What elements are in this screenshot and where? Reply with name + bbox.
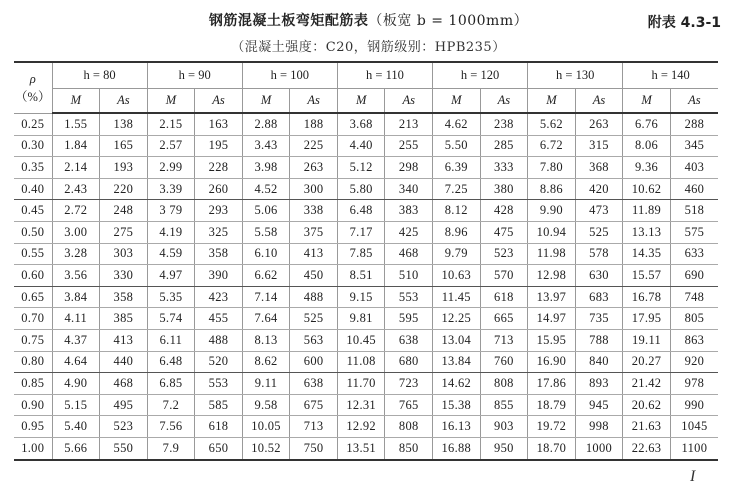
moment-value: 10.05 (242, 416, 290, 438)
table-row (14, 113, 718, 135)
moment-value: 13.84 (433, 351, 481, 373)
moment-header: M (433, 89, 481, 114)
moment-value: 2.15 (147, 113, 195, 135)
steel-area-value: 468 (385, 243, 433, 265)
moment-value: 4.90 (52, 373, 100, 395)
moment-header: M (528, 89, 576, 114)
moment-value: 6.48 (337, 200, 385, 222)
moment-value: 5.74 (147, 308, 195, 330)
steel-area-header: As (195, 89, 243, 114)
steel-area-value: 650 (195, 437, 243, 459)
moment-value: 9.58 (242, 394, 290, 416)
moment-value: 15.57 (623, 265, 671, 287)
steel-area-value: 358 (100, 286, 148, 308)
moment-value: 4.62 (433, 113, 481, 135)
steel-area-value: 595 (385, 308, 433, 330)
steel-area-value: 263 (575, 113, 623, 135)
moment-value: 9.11 (242, 373, 290, 395)
steel-area-value: 978 (670, 373, 718, 395)
moment-value: 4.37 (52, 329, 100, 351)
moment-value: 14.35 (623, 243, 671, 265)
moment-value: 5.15 (52, 394, 100, 416)
steel-area-value: 840 (575, 351, 623, 373)
moment-value: 2.43 (52, 178, 100, 200)
steel-area-value: 193 (100, 157, 148, 179)
moment-value: 8.06 (623, 135, 671, 157)
steel-area-value: 633 (670, 243, 718, 265)
title-width-note: （板宽 b = 1000mm） (368, 13, 529, 29)
steel-area-value: 473 (575, 200, 623, 222)
moment-value: 12.31 (337, 394, 385, 416)
moment-value: 5.50 (433, 135, 481, 157)
moment-value: 16.13 (433, 416, 481, 438)
steel-area-value: 1045 (670, 416, 718, 438)
moment-value: 2.88 (242, 113, 290, 135)
moment-value: 6.48 (147, 351, 195, 373)
moment-value: 21.42 (623, 373, 671, 395)
moment-value: 10.94 (528, 221, 576, 243)
steel-area-value: 520 (195, 351, 243, 373)
moment-value: 6.62 (242, 265, 290, 287)
moment-header: M (623, 89, 671, 114)
moment-value: 4.59 (147, 243, 195, 265)
steel-area-value: 495 (100, 394, 148, 416)
moment-value: 2.72 (52, 200, 100, 222)
steel-area-value: 285 (480, 135, 528, 157)
steel-area-value: 420 (575, 178, 623, 200)
steel-area-value: 488 (290, 286, 338, 308)
moment-value: 3.84 (52, 286, 100, 308)
steel-area-value: 468 (100, 373, 148, 395)
moment-value: 8.13 (242, 329, 290, 351)
steel-area-value: 288 (670, 113, 718, 135)
moment-value: 19.72 (528, 416, 576, 438)
steel-area-value: 945 (575, 394, 623, 416)
steel-area-value: 213 (385, 113, 433, 135)
moment-value: 9.79 (433, 243, 481, 265)
table-row (14, 178, 718, 200)
reinforcement-table (14, 61, 718, 461)
moment-value: 2.57 (147, 135, 195, 157)
moment-value: 5.12 (337, 157, 385, 179)
steel-area-value: 228 (195, 157, 243, 179)
steel-area-header: As (290, 89, 338, 114)
steel-area-value: 450 (290, 265, 338, 287)
moment-value: 2.99 (147, 157, 195, 179)
moment-value: 14.62 (433, 373, 481, 395)
table-row (14, 265, 718, 287)
steel-area-value: 893 (575, 373, 623, 395)
steel-area-value: 455 (195, 308, 243, 330)
steel-area-value: 488 (195, 329, 243, 351)
group-header-h: h = 90 (147, 62, 242, 89)
table-row (14, 243, 718, 265)
steel-area-value: 748 (670, 286, 718, 308)
steel-area-value: 385 (100, 308, 148, 330)
steel-area-value: 618 (480, 286, 528, 308)
steel-area-value: 330 (100, 265, 148, 287)
moment-value: 13.51 (337, 437, 385, 459)
steel-area-value: 1100 (670, 437, 718, 459)
moment-value: 10.62 (623, 178, 671, 200)
steel-area-value: 293 (195, 200, 243, 222)
moment-value: 7.2 (147, 394, 195, 416)
group-header-h: h = 100 (242, 62, 337, 89)
rho-unit: （%） (15, 89, 51, 104)
moment-value: 7.85 (337, 243, 385, 265)
moment-value: 5.58 (242, 221, 290, 243)
steel-area-value: 683 (575, 286, 623, 308)
moment-value: 16.88 (433, 437, 481, 459)
moment-value: 6.76 (623, 113, 671, 135)
steel-area-header: As (575, 89, 623, 114)
moment-value: 17.86 (528, 373, 576, 395)
moment-value: 9.90 (528, 200, 576, 222)
steel-area-value: 665 (480, 308, 528, 330)
steel-area-value: 333 (480, 157, 528, 179)
moment-value: 10.63 (433, 265, 481, 287)
rho-value: 0.70 (14, 308, 52, 330)
steel-area-value: 300 (290, 178, 338, 200)
moment-value: 5.40 (52, 416, 100, 438)
steel-area-value: 255 (385, 135, 433, 157)
moment-value: 6.85 (147, 373, 195, 395)
table-title (0, 10, 737, 30)
steel-area-value: 315 (575, 135, 623, 157)
steel-area-value: 523 (100, 416, 148, 438)
steel-area-value: 518 (670, 200, 718, 222)
moment-value: 5.80 (337, 178, 385, 200)
steel-area-value: 638 (290, 373, 338, 395)
steel-area-value: 630 (575, 265, 623, 287)
steel-area-header: As (670, 89, 718, 114)
moment-value: 21.63 (623, 416, 671, 438)
table-row (14, 308, 718, 330)
steel-area-value: 428 (480, 200, 528, 222)
steel-area-value: 735 (575, 308, 623, 330)
steel-area-value: 460 (670, 178, 718, 200)
moment-value: 9.36 (623, 157, 671, 179)
steel-area-value: 303 (100, 243, 148, 265)
steel-area-value: 525 (290, 308, 338, 330)
moment-value: 7.25 (433, 178, 481, 200)
steel-area-value: 808 (385, 416, 433, 438)
steel-area-value: 340 (385, 178, 433, 200)
moment-value: 11.45 (433, 286, 481, 308)
steel-area-value: 863 (670, 329, 718, 351)
steel-area-value: 575 (670, 221, 718, 243)
rho-value: 0.60 (14, 265, 52, 287)
steel-area-value: 525 (575, 221, 623, 243)
rho-value: 0.80 (14, 351, 52, 373)
table-row (14, 373, 718, 395)
moment-value: 7.17 (337, 221, 385, 243)
steel-area-value: 550 (100, 437, 148, 459)
steel-area-value: 805 (670, 308, 718, 330)
moment-value: 11.98 (528, 243, 576, 265)
moment-value: 20.27 (623, 351, 671, 373)
moment-value: 6.72 (528, 135, 576, 157)
moment-value: 11.08 (337, 351, 385, 373)
steel-area-value: 220 (100, 178, 148, 200)
moment-value: 8.96 (433, 221, 481, 243)
rho-value: 0.75 (14, 329, 52, 351)
moment-header: M (242, 89, 290, 114)
table-row (14, 329, 718, 351)
steel-area-value: 275 (100, 221, 148, 243)
steel-area-value: 165 (100, 135, 148, 157)
steel-area-value: 998 (575, 416, 623, 438)
moment-value: 8.51 (337, 265, 385, 287)
moment-value: 11.70 (337, 373, 385, 395)
moment-value: 6.10 (242, 243, 290, 265)
moment-value: 7.56 (147, 416, 195, 438)
moment-value: 3.98 (242, 157, 290, 179)
rho-value: 0.25 (14, 113, 52, 135)
moment-value: 15.38 (433, 394, 481, 416)
moment-value: 13.04 (433, 329, 481, 351)
moment-value: 9.81 (337, 308, 385, 330)
steel-area-value: 713 (290, 416, 338, 438)
moment-value: 4.97 (147, 265, 195, 287)
steel-area-value: 675 (290, 394, 338, 416)
moment-value: 5.66 (52, 437, 100, 459)
rho-header (14, 62, 52, 113)
steel-area-value: 358 (195, 243, 243, 265)
steel-area-value: 380 (480, 178, 528, 200)
rho-value: 1.00 (14, 437, 52, 459)
moment-value: 7.9 (147, 437, 195, 459)
moment-value: 22.63 (623, 437, 671, 459)
steel-area-value: 325 (195, 221, 243, 243)
steel-area-value: 345 (670, 135, 718, 157)
moment-value: 15.95 (528, 329, 576, 351)
moment-value: 8.62 (242, 351, 290, 373)
steel-area-value: 585 (195, 394, 243, 416)
group-header-h: h = 110 (337, 62, 432, 89)
steel-area-value: 1000 (575, 437, 623, 459)
moment-value: 3.39 (147, 178, 195, 200)
rho-value: 0.95 (14, 416, 52, 438)
moment-value: 11.89 (623, 200, 671, 222)
steel-area-value: 403 (670, 157, 718, 179)
moment-value: 3.56 (52, 265, 100, 287)
moment-value: 14.97 (528, 308, 576, 330)
rho-value: 0.85 (14, 373, 52, 395)
moment-value: 13.97 (528, 286, 576, 308)
steel-area-value: 383 (385, 200, 433, 222)
steel-area-value: 163 (195, 113, 243, 135)
steel-area-value: 510 (385, 265, 433, 287)
table-row (14, 200, 718, 222)
page-mark: I (690, 468, 696, 485)
moment-value: 8.12 (433, 200, 481, 222)
steel-area-header: As (385, 89, 433, 114)
moment-header: M (337, 89, 385, 114)
moment-value: 18.79 (528, 394, 576, 416)
steel-area-value: 690 (670, 265, 718, 287)
moment-header: M (52, 89, 100, 114)
moment-value: 6.11 (147, 329, 195, 351)
moment-value: 8.86 (528, 178, 576, 200)
rho-symbol: ρ (29, 71, 36, 86)
moment-value: 12.25 (433, 308, 481, 330)
steel-area-value: 425 (385, 221, 433, 243)
rho-value: 0.35 (14, 157, 52, 179)
moment-value: 3.68 (337, 113, 385, 135)
steel-area-value: 195 (195, 135, 243, 157)
steel-area-value: 523 (480, 243, 528, 265)
moment-value: 10.52 (242, 437, 290, 459)
steel-area-value: 760 (480, 351, 528, 373)
steel-area-value: 850 (385, 437, 433, 459)
table-subtitle: （混凝土强度：C20，钢筋级别：HPB235） (231, 40, 506, 55)
steel-area-value: 375 (290, 221, 338, 243)
moment-value: 19.11 (623, 329, 671, 351)
moment-value: 18.70 (528, 437, 576, 459)
steel-area-value: 713 (480, 329, 528, 351)
steel-area-value: 260 (195, 178, 243, 200)
appendix-label: 附表 4.3-1 (647, 15, 721, 31)
steel-area-value: 423 (195, 286, 243, 308)
moment-value: 12.98 (528, 265, 576, 287)
moment-value: 17.95 (623, 308, 671, 330)
steel-area-value: 238 (480, 113, 528, 135)
rho-value: 0.50 (14, 221, 52, 243)
steel-area-value: 413 (100, 329, 148, 351)
steel-area-value: 368 (575, 157, 623, 179)
steel-area-value: 563 (290, 329, 338, 351)
steel-area-value: 855 (480, 394, 528, 416)
moment-value: 16.78 (623, 286, 671, 308)
rho-value: 0.30 (14, 135, 52, 157)
moment-value: 7.14 (242, 286, 290, 308)
moment-value: 4.40 (337, 135, 385, 157)
moment-value: 5.62 (528, 113, 576, 135)
table-row (14, 157, 718, 179)
steel-area-value: 553 (195, 373, 243, 395)
moment-value: 4.11 (52, 308, 100, 330)
table-row (14, 437, 718, 459)
moment-value: 5.06 (242, 200, 290, 222)
steel-area-value: 600 (290, 351, 338, 373)
rho-value: 0.65 (14, 286, 52, 308)
steel-area-value: 680 (385, 351, 433, 373)
steel-area-value: 990 (670, 394, 718, 416)
moment-value: 12.92 (337, 416, 385, 438)
steel-area-header: As (100, 89, 148, 114)
moment-value: 5.35 (147, 286, 195, 308)
steel-area-value: 638 (385, 329, 433, 351)
moment-value: 1.55 (52, 113, 100, 135)
steel-area-value: 338 (290, 200, 338, 222)
moment-value: 3.28 (52, 243, 100, 265)
steel-area-value: 570 (480, 265, 528, 287)
table-row (14, 351, 718, 373)
steel-area-value: 188 (290, 113, 338, 135)
moment-header: M (147, 89, 195, 114)
steel-area-value: 903 (480, 416, 528, 438)
moment-value: 4.64 (52, 351, 100, 373)
table-row (14, 135, 718, 157)
moment-value: 3.00 (52, 221, 100, 243)
steel-area-value: 138 (100, 113, 148, 135)
moment-value: 9.15 (337, 286, 385, 308)
rho-value: 0.45 (14, 200, 52, 222)
steel-area-value: 618 (195, 416, 243, 438)
moment-value: 13.13 (623, 221, 671, 243)
steel-area-value: 298 (385, 157, 433, 179)
group-header-h: h = 120 (433, 62, 528, 89)
moment-value: 3 79 (147, 200, 195, 222)
moment-value: 3.43 (242, 135, 290, 157)
moment-value: 20.62 (623, 394, 671, 416)
moment-value: 16.90 (528, 351, 576, 373)
rho-value: 0.90 (14, 394, 52, 416)
steel-area-header: As (480, 89, 528, 114)
rho-value: 0.55 (14, 243, 52, 265)
steel-area-value: 248 (100, 200, 148, 222)
steel-area-value: 765 (385, 394, 433, 416)
moment-value: 10.45 (337, 329, 385, 351)
steel-area-value: 225 (290, 135, 338, 157)
steel-area-value: 553 (385, 286, 433, 308)
steel-area-value: 440 (100, 351, 148, 373)
steel-area-value: 390 (195, 265, 243, 287)
title-main: 钢筋混凝土板弯矩配筋表 (208, 13, 369, 29)
steel-area-value: 723 (385, 373, 433, 395)
table-row (14, 394, 718, 416)
steel-area-value: 950 (480, 437, 528, 459)
steel-area-value: 788 (575, 329, 623, 351)
steel-area-value: 750 (290, 437, 338, 459)
steel-area-value: 263 (290, 157, 338, 179)
moment-value: 4.52 (242, 178, 290, 200)
moment-value: 6.39 (433, 157, 481, 179)
steel-area-value: 413 (290, 243, 338, 265)
moment-value: 2.14 (52, 157, 100, 179)
group-header-h: h = 80 (52, 62, 147, 89)
group-header-h: h = 130 (528, 62, 623, 89)
table-row (14, 416, 718, 438)
steel-area-value: 475 (480, 221, 528, 243)
rho-value: 0.40 (14, 178, 52, 200)
steel-area-value: 808 (480, 373, 528, 395)
table-row (14, 286, 718, 308)
group-header-h: h = 140 (623, 62, 718, 89)
moment-value: 7.80 (528, 157, 576, 179)
moment-value: 1.84 (52, 135, 100, 157)
moment-value: 7.64 (242, 308, 290, 330)
steel-area-value: 578 (575, 243, 623, 265)
moment-value: 4.19 (147, 221, 195, 243)
steel-area-value: 920 (670, 351, 718, 373)
table-row (14, 221, 718, 243)
